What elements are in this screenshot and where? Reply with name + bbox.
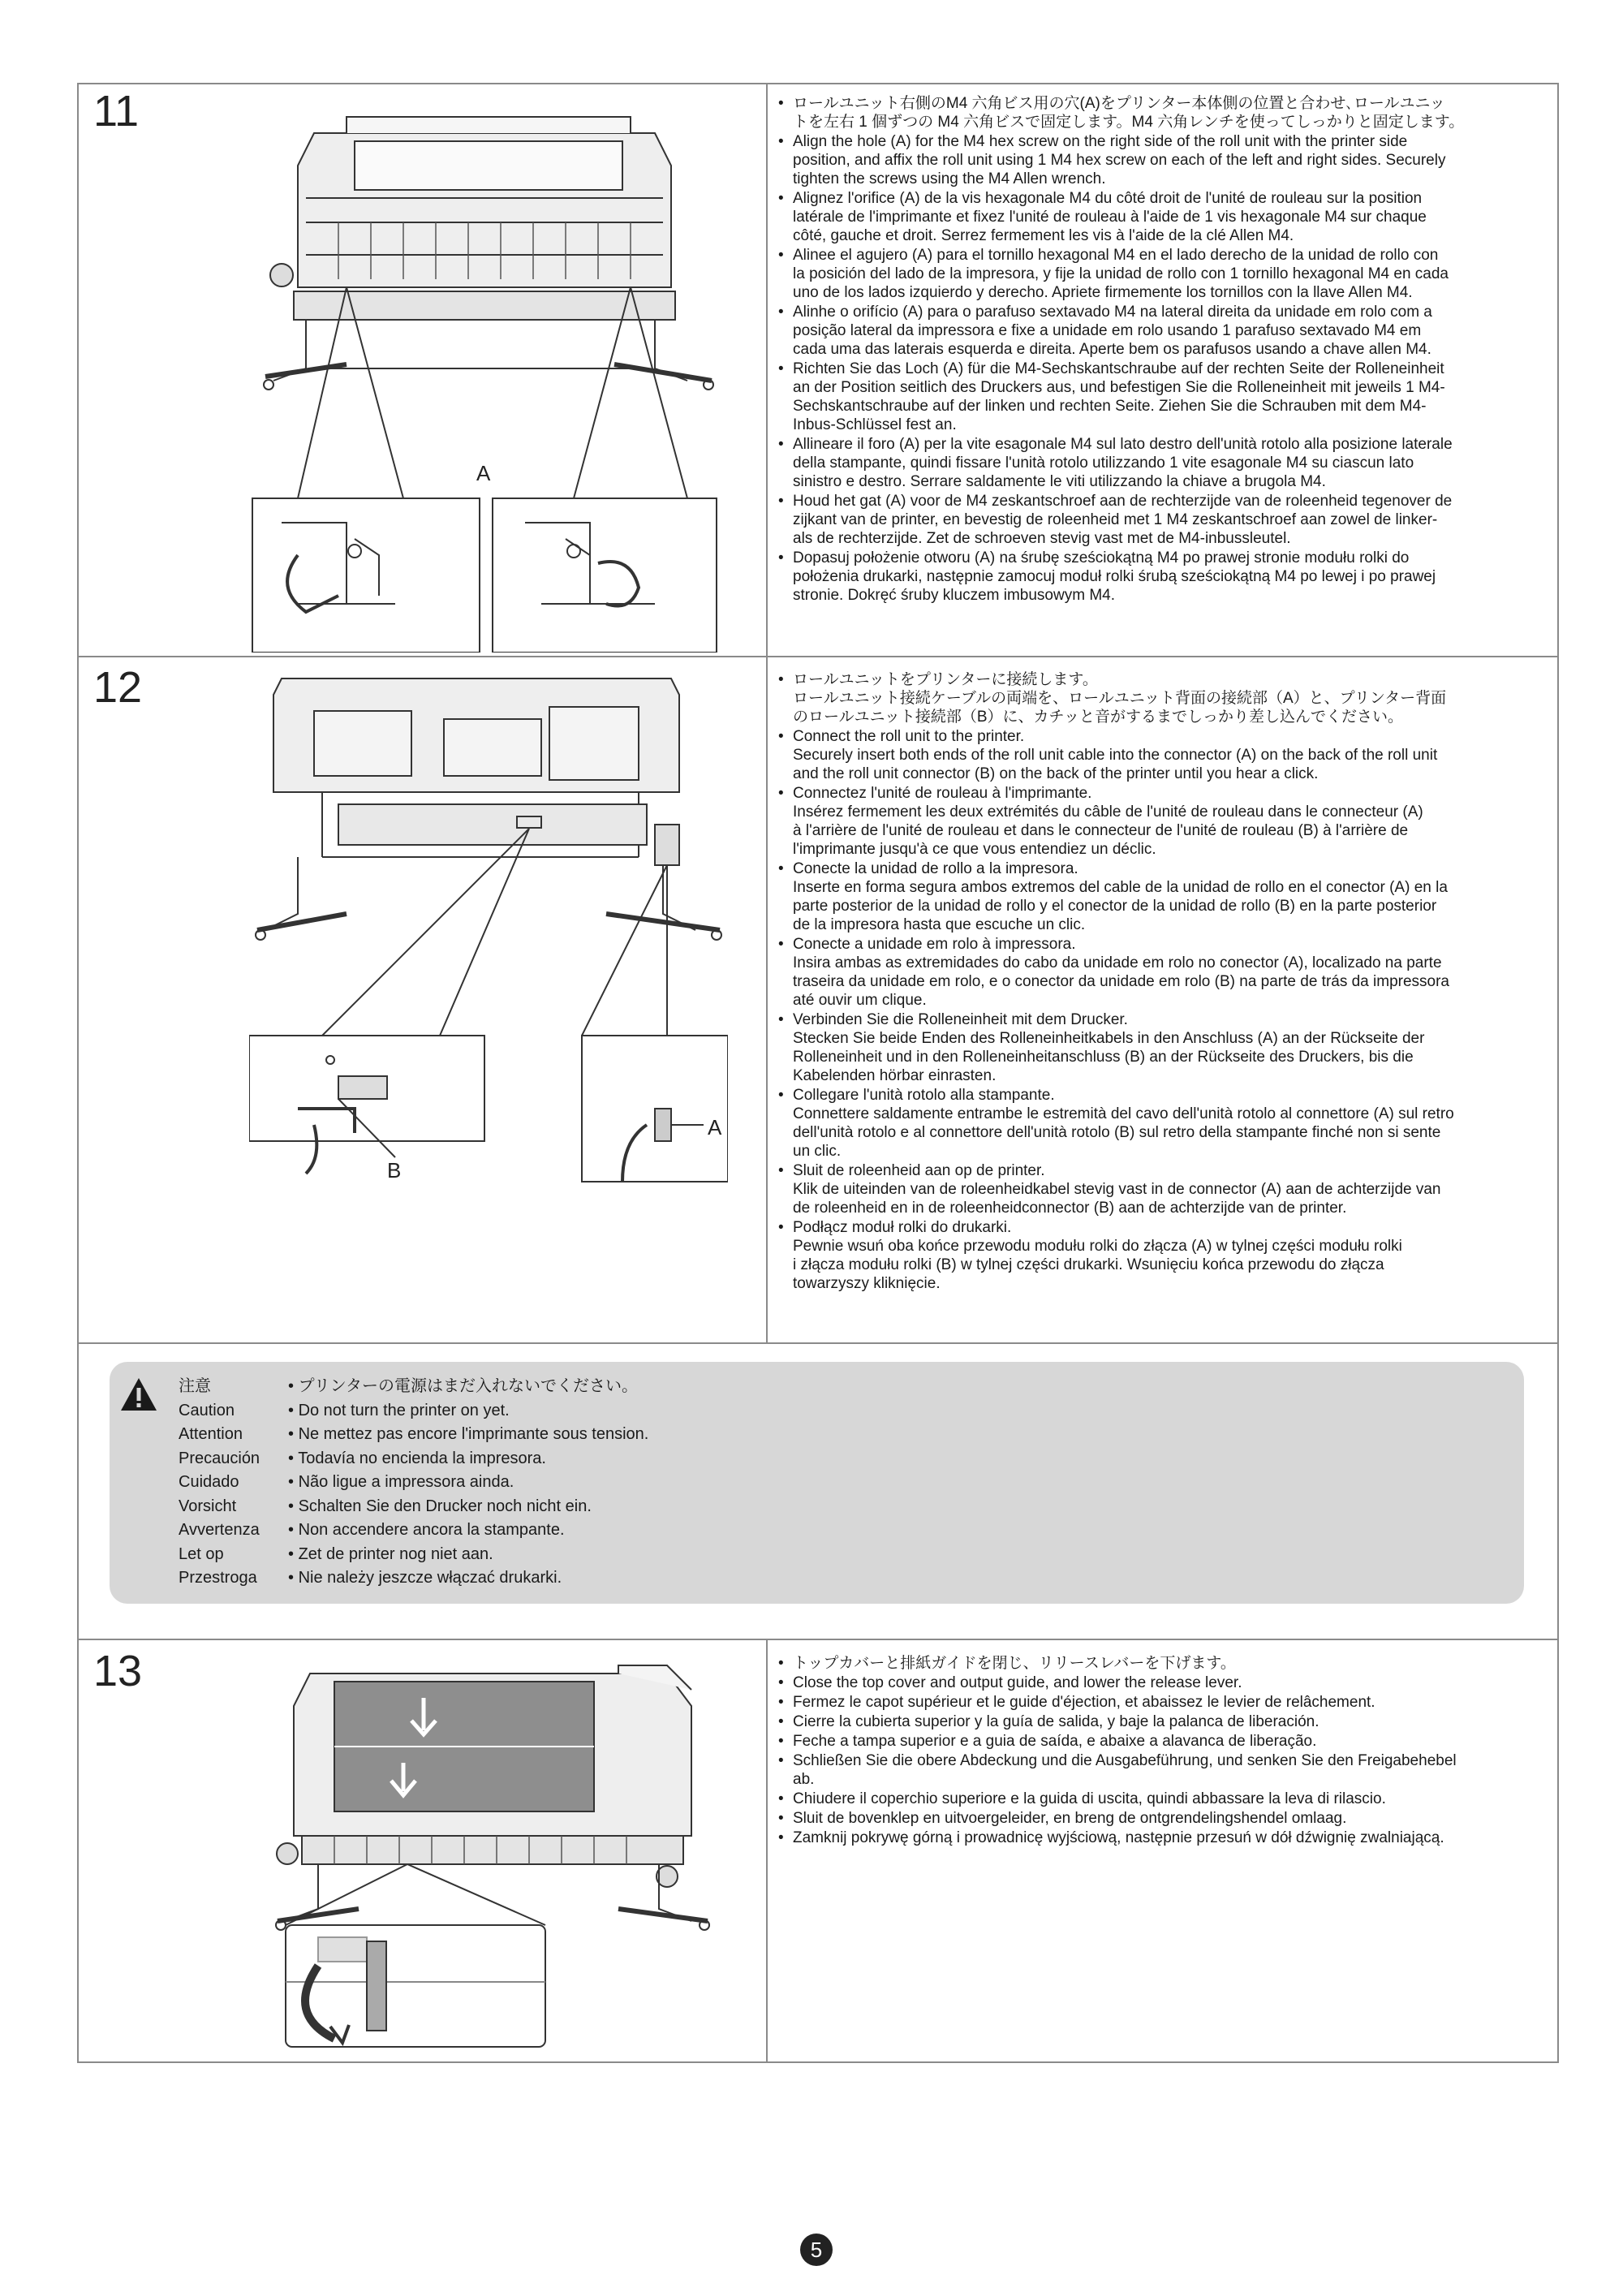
- instruction-line: • Alignez l'orifice (A) de la vis hexagonale M4 du côté droit de l'unité de rouleau sur la position: [793, 190, 1423, 207]
- instruction-line: • Sluit de roleenheid aan op de printer.: [793, 1162, 1045, 1179]
- caution-language-label: Caution: [179, 1401, 235, 1419]
- instruction-line: のロールユニット接続部（B）に、カチッと音がするまでしっかり差し込んでください。: [793, 709, 1403, 726]
- instruction-line: della stampante, quindi fissare l'unità rotolo utilizzando 1 vite esagonale M4 su ciascun lato: [793, 454, 1414, 472]
- instruction-line: • Podłącz moduł rolki do drukarki.: [793, 1219, 1012, 1236]
- instruction-item: [775, 94, 1542, 131]
- instruction-item: [775, 1086, 1542, 1161]
- instruction-line: • トップカバーと排紙ガイドを閉じ、リリースレバーを下げます。: [793, 1655, 1236, 1672]
- label-b-step12: B: [387, 1158, 402, 1182]
- instruction-item: [775, 1161, 1542, 1217]
- instruction-line: traseira da unidade em rolo, e o conector da unidade em rolo (B) na parte de trás da impressora: [793, 973, 1450, 990]
- step-number-12: 12: [93, 663, 143, 712]
- instruction-line: Stecken Sie beide Enden des Rolleneinheitkabels in den Anschluss (A) an der Rückseite der: [793, 1030, 1425, 1047]
- instruction-item: [775, 189, 1542, 245]
- instruction-item: [775, 784, 1542, 859]
- caution-language-label: Let op: [179, 1544, 224, 1563]
- instruction-line: un clic.: [793, 1143, 842, 1160]
- instruction-item: [775, 303, 1542, 359]
- instruction-item: [775, 492, 1542, 548]
- instruction-line: Inserte en forma segura ambos extremos del cable de la unidad de rollo en el conector (A) en la: [793, 879, 1448, 896]
- page-number: 5: [800, 2234, 833, 2266]
- instruction-item: [775, 1790, 1542, 1808]
- instruction-line: ab.: [793, 1771, 815, 1788]
- instruction-frame: [77, 83, 1559, 2063]
- divider-step12-caution: [79, 1342, 1557, 1344]
- instruction-line: à l'arrière de l'unité de rouleau et dans le connecteur de l'unité de rouleau (B) à l'arrière de: [793, 822, 1409, 839]
- caution-row: [179, 1495, 648, 1519]
- instruction-line: Pewnie wsuń oba końce przewodu modułu rolki do złącza (A) w tylnej części modułu rolki: [793, 1238, 1402, 1255]
- caution-rows: [179, 1375, 648, 1591]
- caution-row: [179, 1375, 648, 1399]
- instruction-line: la posición del lado de la impresora, y fije la unidad de rollo con 1 tornillo hexagonal M4 en cada: [793, 265, 1449, 282]
- caution-text: • Todavía no encienda la impresora.: [288, 1447, 546, 1471]
- instruction-item: [775, 1693, 1542, 1712]
- instruction-line: • Schließen Sie die obere Abdeckung und die Ausgabeführung, und senken Sie den Freigabehebel: [793, 1752, 1457, 1769]
- instruction-line: i złącza modułu rolki (B) w tylnej części drukarki. Wsunięciu końca przewodu do złącza: [793, 1256, 1384, 1273]
- instruction-line: latérale de l'imprimante et fixez l'unité de rouleau à l'aide de 1 vis hexagonale M4 sur chaque: [793, 209, 1427, 226]
- caution-language-label: Przestroga: [179, 1569, 257, 1587]
- instruction-line: • Connect the roll unit to the printer.: [793, 728, 1025, 745]
- instruction-item: [775, 360, 1542, 434]
- caution-row: [179, 1518, 648, 1543]
- caution-language-label: Avvertenza: [179, 1521, 260, 1539]
- caution-language-label: Precaución: [179, 1449, 260, 1467]
- instruction-line: an der Position seitlich des Druckers aus, und befestigen Sie die Rolleneinheit mit jeweils 1 M4-: [793, 379, 1445, 396]
- caution-text: • プリンターの電源はまだ入れないでください。: [288, 1375, 638, 1399]
- instruction-line: até ouvir um clique.: [793, 992, 927, 1009]
- caution-language-label: Cuidado: [179, 1473, 239, 1491]
- step12-illustration: [249, 670, 728, 1190]
- instruction-line: Kabelenden hörbar einrasten.: [793, 1067, 997, 1084]
- divider-caution-step13: [79, 1639, 1557, 1640]
- instruction-line: Insérez fermement les deux extrémités du câble de l'unité de rouleau dans le connecteur (A): [793, 803, 1423, 821]
- caution-language-label: Attention: [179, 1425, 243, 1443]
- instruction-line: Insira ambas as extremidades do cabo da unidade em rolo no conector (A), localizado na parte: [793, 954, 1442, 971]
- instruction-item: [775, 727, 1542, 783]
- instruction-line: • Fermez le capot supérieur et le guide d'éjection, et abaissez le levier de relâchement.: [793, 1694, 1375, 1711]
- caution-text: • Do not turn the printer on yet.: [288, 1399, 510, 1424]
- instruction-item: [775, 132, 1542, 188]
- caution-row: [179, 1566, 648, 1591]
- caution-row: [179, 1423, 648, 1447]
- instruction-line: • Feche a tampa superior e a guia de saída, e abaixe a alavanca de liberação.: [793, 1733, 1317, 1750]
- caution-row: [179, 1447, 648, 1471]
- step11-illustration: [249, 101, 720, 653]
- column-divider-13: [766, 1639, 768, 2063]
- instruction-line: • Alinee el agujero (A) para el tornillo hexagonal M4 en el lado derecho de la unidad de rollo con: [793, 247, 1439, 264]
- instruction-line: ロールユニット接続ケーブルの両端を、ロールユニット背面の接続部（A）と、プリンター背面: [793, 690, 1447, 707]
- instruction-line: Securely insert both ends of the roll unit cable into the connector (A) on the back of the roll unit: [793, 747, 1438, 764]
- instruction-line: • Conecte a unidade em rolo à impressora.: [793, 936, 1076, 953]
- instruction-line: sinistro e destro. Serrare saldamente le viti utilizzando la chiave a brugola M4.: [793, 473, 1326, 490]
- instruction-line: • Houd het gat (A) voor de M4 zeskantschroef aan de rechterzijde van de roleenheid tegenover de: [793, 493, 1453, 510]
- instruction-line: dell'unità rotolo e al connettore dell'unità rotolo (B) sul retro della stampante finché non si sente: [793, 1124, 1441, 1141]
- instruction-line: Inbus-Schlüssel fest an.: [793, 416, 957, 433]
- caution-text: • Ne mettez pas encore l'imprimante sous tension.: [288, 1423, 648, 1447]
- instruction-line: de la impresora hasta que escuche un clic.: [793, 916, 1086, 933]
- instruction-line: Sechskantschraube auf der linken und rechten Seite. Ziehen Sie die Schrauben mit dem M4-: [793, 398, 1427, 415]
- instruction-line: • Richten Sie das Loch (A) für die M4-Sechskantschraube auf der rechten Seite der Rolleneinheit: [793, 360, 1444, 377]
- instruction-line: uno de los lados izquierdo y derecho. Apriete firmemente los tornillos con la llave Allen M4.: [793, 284, 1413, 301]
- step-number-11: 11: [93, 87, 140, 136]
- instruction-item: [775, 1674, 1542, 1692]
- instruction-line: Connettere saldamente entrambe le estremità del cavo dell'unità rotolo al connettore (A) sul retro: [793, 1105, 1454, 1122]
- caution-row: [179, 1471, 648, 1495]
- instruction-line: • Verbinden Sie die Rolleneinheit mit dem Drucker.: [793, 1011, 1128, 1028]
- instruction-line: • Cierre la cubierta superior y la guía de salida, y baje la palanca de liberación.: [793, 1713, 1319, 1730]
- caution-text: • Schalten Sie den Drucker noch nicht ein.: [288, 1495, 592, 1519]
- instruction-item: [775, 1809, 1542, 1828]
- instruction-line: côté, gauche et droit. Serrez fermement les vis à l'aide de la clé Allen M4.: [793, 227, 1294, 244]
- label-a-step11: A: [476, 461, 491, 485]
- instruction-line: stronie. Dokręć śruby kluczem imbusowym M4.: [793, 587, 1115, 604]
- caution-box: [110, 1362, 1524, 1604]
- instruction-item: [775, 1010, 1542, 1085]
- column-divider-11: [766, 84, 768, 656]
- step-number-13: 13: [93, 1647, 143, 1695]
- instruction-line: トを左右 1 個ずつの M4 六角ビスで固定します。M4 六角レンチを使ってしっかりと固定します。: [793, 114, 1465, 131]
- caution-row: [179, 1543, 648, 1567]
- instruction-line: • Allineare il foro (A) per la vite esagonale M4 sul lato destro dell'unità rotolo alla posizione laterale: [793, 436, 1453, 453]
- instruction-item: [775, 549, 1542, 605]
- instruction-item: [775, 1218, 1542, 1293]
- instruction-line: zijkant van de printer, en bevestig de roleenheid met 1 M4 zeskantschroef aan zowel de linker-: [793, 511, 1438, 528]
- instruction-line: and the roll unit connector (B) on the back of the printer until you hear a click.: [793, 765, 1319, 782]
- instruction-line: cada uma das laterais esquerda e direita. Aperte bem os parafusos usando a chave allen M4.: [793, 341, 1431, 358]
- caution-text: • Non accendere ancora la stampante.: [288, 1518, 565, 1543]
- column-divider-12: [766, 656, 768, 1342]
- instruction-line: • Connectez l'unité de rouleau à l'imprimante.: [793, 785, 1092, 802]
- instruction-item: [775, 859, 1542, 934]
- instruction-line: • Sluit de bovenklep en uitvoergeleider, en breng de ontgrendelingshendel omlaag.: [793, 1810, 1347, 1827]
- instruction-item: [775, 935, 1542, 1010]
- instruction-item: [775, 1712, 1542, 1731]
- caution-row: [179, 1399, 648, 1424]
- caution-text: • Zet de printer nog niet aan.: [288, 1543, 493, 1567]
- caution-language-label: 注意: [179, 1377, 211, 1395]
- divider-step11-12: [79, 656, 1557, 657]
- instruction-line: • Align the hole (A) for the M4 hex screw on the right side of the roll unit with the printer side: [793, 133, 1408, 150]
- instruction-line: • Conecte la unidad de rollo a la impresora.: [793, 860, 1078, 877]
- instruction-line: de roleenheid en in de roleenheidconnector (B) aan de achterzijde van de printer.: [793, 1200, 1347, 1217]
- instruction-line: parte posterior de la unidad de rollo y el conector de la unidad de rollo (B) en la parte posterior: [793, 898, 1437, 915]
- instruction-line: position, and affix the roll unit using 1 M4 hex screw on each of the left and right sides. Securely: [793, 152, 1446, 169]
- instruction-line: tighten the screws using the M4 Allen wrench.: [793, 170, 1106, 187]
- instruction-line: • Close the top cover and output guide, and lower the release lever.: [793, 1674, 1242, 1691]
- caution-text: • Nie należy jeszcze włączać drukarki.: [288, 1566, 562, 1591]
- instruction-item: [775, 246, 1542, 302]
- step13-illustration: [261, 1657, 716, 2051]
- step12-instructions: [775, 670, 1542, 1294]
- instruction-item: [775, 670, 1542, 726]
- instruction-line: • Collegare l'unità rotolo alla stampante.: [793, 1087, 1055, 1104]
- instruction-item: [775, 1829, 1542, 1847]
- step13-instructions: [775, 1654, 1542, 1848]
- step11-instructions: [775, 94, 1542, 605]
- instruction-line: l'imprimante jusqu'à ce que vous entendiez un déclic.: [793, 841, 1156, 858]
- instruction-line: towarzyszy kliknięcie.: [793, 1275, 941, 1292]
- instruction-item: [775, 1732, 1542, 1751]
- label-a-step12: A: [708, 1115, 722, 1139]
- caution-text: • Não ligue a impressora ainda.: [288, 1471, 514, 1495]
- instruction-line: als de rechterzijde. Zet de schroeven stevig vast met de M4-inbussleutel.: [793, 530, 1291, 547]
- instruction-line: • ロールユニットをプリンターに接続します。: [793, 671, 1098, 688]
- instruction-line: Rolleneinheit und in den Rolleneinheitanschluss (B) an der Rückseite des Druckers, bis die: [793, 1049, 1414, 1066]
- instruction-item: [775, 1654, 1542, 1673]
- instruction-item: [775, 1751, 1542, 1789]
- instruction-line: • Chiudere il coperchio superiore e la guida di uscita, quindi abbassare la leva di rilascio.: [793, 1790, 1386, 1807]
- instruction-line: posição lateral da impressora e fixe a unidade em rolo usando 1 parafuso sextavado M4 em: [793, 322, 1422, 339]
- instruction-item: [775, 435, 1542, 491]
- instruction-line: Klik de uiteinden van de roleenheidkabel stevig vast in de connector (A) aan de achterzijde van: [793, 1181, 1441, 1198]
- caution-language-label: Vorsicht: [179, 1497, 237, 1515]
- instruction-line: • ロールユニット右側のM4 六角ビス用の穴(A)をプリンター本体側の位置と合わせ､ロールユニッ: [793, 95, 1445, 112]
- instruction-line: • Zamknij pokrywę górną i prowadnicę wyjściową, następnie przesuń w dół dźwignię zwalniającą.: [793, 1829, 1444, 1846]
- warning-triangle-icon: [119, 1376, 158, 1412]
- instruction-line: • Alinhe o orifício (A) para o parafuso sextavado M4 na lateral direita da unidade em rolo com a: [793, 304, 1432, 321]
- instruction-line: położenia drukarki, następnie zamocuj moduł rolki śrubą sześciokątną M4 po lewej i po prawej: [793, 568, 1436, 585]
- instruction-line: • Dopasuj położenie otworu (A) na śrubę sześciokątną M4 po prawej stronie modułu rolki do: [793, 549, 1410, 566]
